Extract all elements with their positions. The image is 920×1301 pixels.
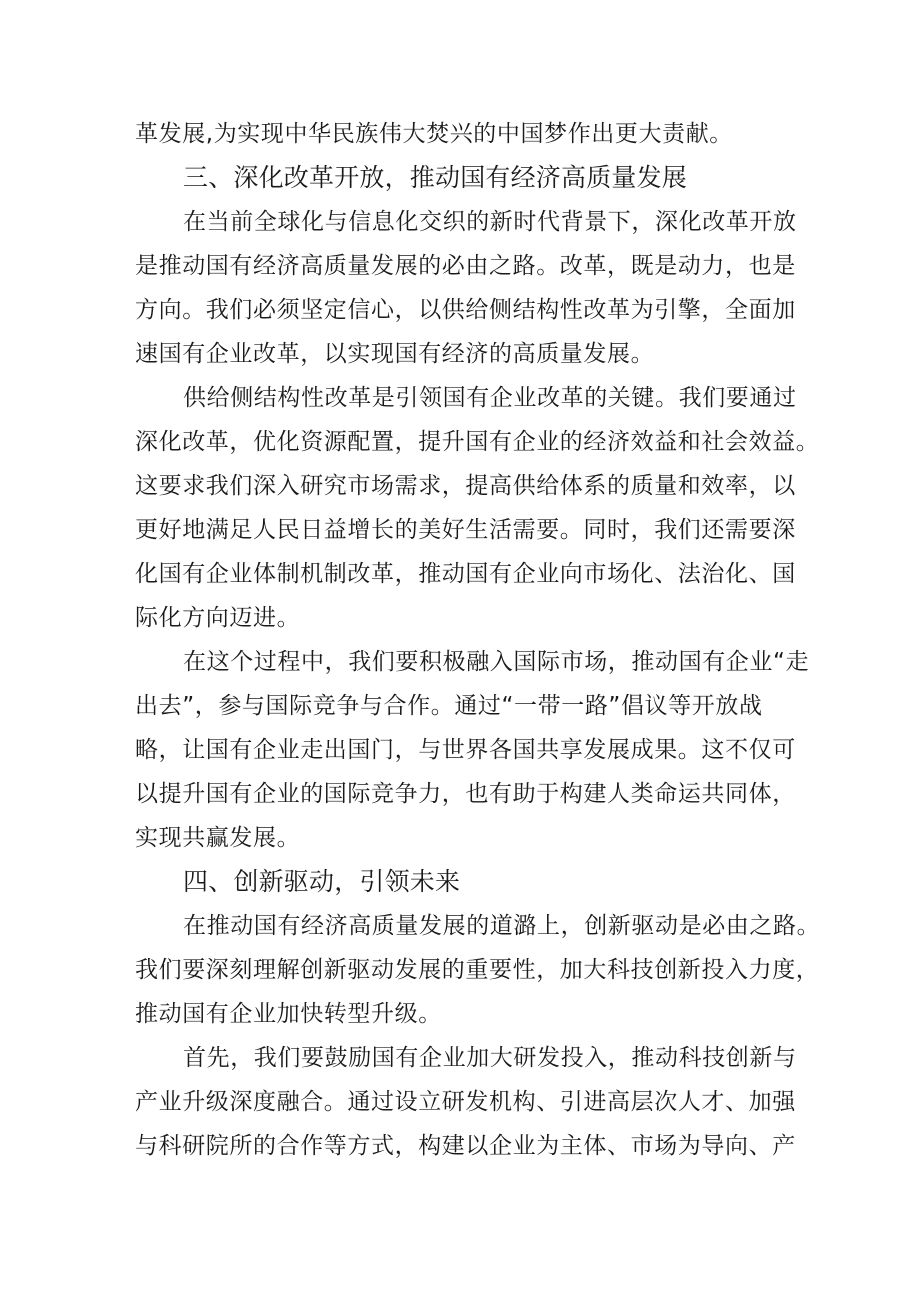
text-line: 方向。我们必须坚定信心，以供给侧结构性改革为引擎，全面加 (135, 297, 796, 323)
text-line: 深化改革，优化资源配置，提升国有企业的经济效益和社会效益。 (135, 429, 820, 455)
text-line: 我们要深刻理解创新驱动发展的重要性，加大科技创新投入力度， (135, 957, 820, 983)
text-line: 出去”，参与国际竞争与合作。通过“一带一路”倡议等开放战 (135, 693, 763, 719)
text-line: 这要求我们深入研究市场需求，提高供给体系的质量和效率，以 (135, 473, 796, 499)
text-line: 实现共赢发展。 (135, 825, 301, 851)
section-heading: 三、深化改革开放，推动国有经济高质量发展 (183, 163, 688, 192)
text-line: 与科研院所的合作等方式，构建以企业为主体、市场为导向、产 (135, 1133, 796, 1159)
text-line: 革发展,为实现中华民族伟大焚兴的中国梦作出更大责献。 (135, 121, 733, 147)
paragraph-first-line: 在这个过程中，我们要积极融入国际市场，推动国有企业“走 (183, 649, 810, 675)
paragraph-first-line: 供给侧结构性改革是引领国有企业改革的关键。我们要通过 (183, 385, 797, 411)
text-line: 际化方向迈进。 (135, 605, 301, 631)
paragraph-first-line: 在当前全球化与信息化交织的新时代背景下，深化改革开放 (183, 209, 797, 235)
text-line: 速国有企业改革，以实现国有经济的高质量发展。 (135, 341, 655, 367)
text-line: 是推动国有经济高质量发展的必由之路。改革，既是动力，也是 (135, 253, 796, 279)
text-line: 产业升级深度融合。通过设立研发机构、引进高层次人才、加强 (135, 1089, 796, 1115)
paragraph-first-line: 在推动国有经济高质量发展的道潞上，创新驱动是必由之路。 (183, 913, 821, 939)
text-line: 以提升国有企业的国际竞争力，也有助于构建人类命运共同体， (135, 781, 796, 807)
text-line: 化国有企业体制机制改革，推动国有企业向市场化、法治化、国 (135, 561, 796, 587)
section-heading: 四、创新驱动，引领未来 (183, 867, 461, 896)
text-line: 略，让国有企业走出国门，与世界各国共享发展成果。这不仅可 (135, 737, 796, 763)
text-line: 推动国有企业加快转型升级。 (135, 1001, 442, 1027)
text-line: 更好地满足人民日益增长的美好生活需要。同时，我们还需要深 (135, 517, 796, 543)
paragraph-first-line: 首先，我们要鼓励国有企业加大研发投入，推动科技创新与 (183, 1045, 797, 1071)
